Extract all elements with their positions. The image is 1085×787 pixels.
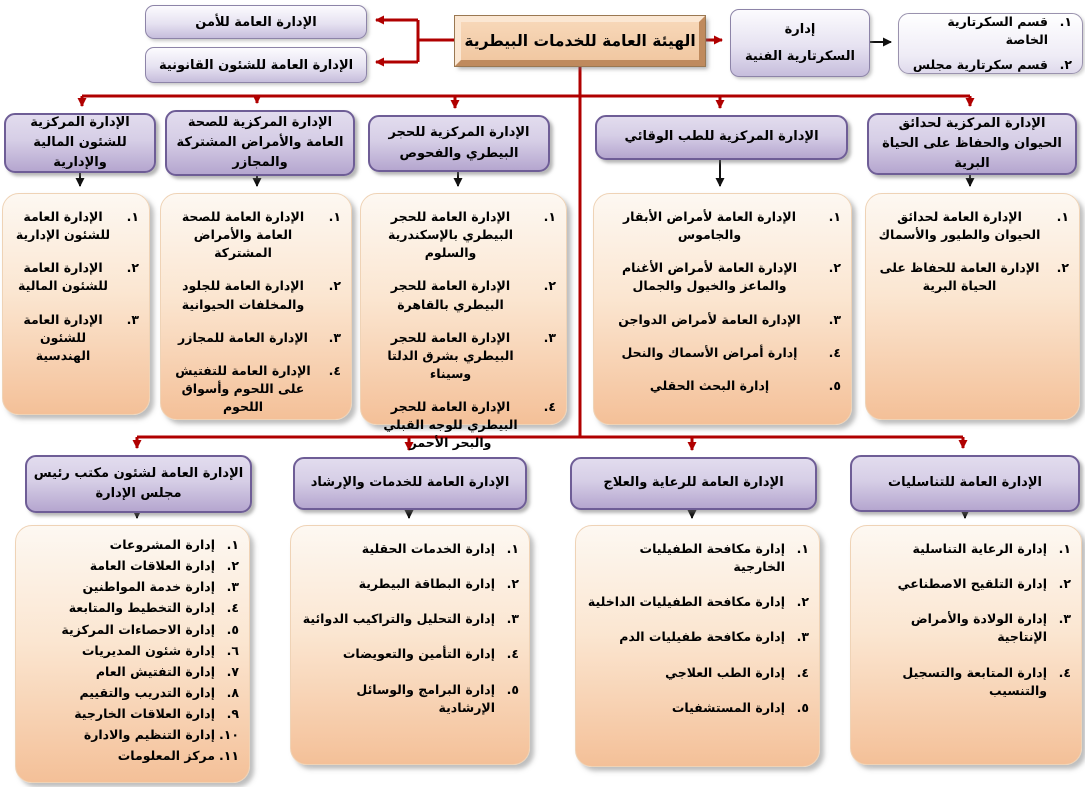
item-number: ٥.	[226, 621, 239, 637]
item-text: قسم سكرتارية مجلس	[912, 57, 1048, 73]
item-text: إدارة التنظيم والادارة	[83, 727, 215, 743]
item-number: ٦.	[226, 642, 239, 658]
item-number: ٥.	[506, 681, 519, 697]
security-box	[145, 5, 367, 39]
technical-secretariat-line1: إدارة	[784, 22, 816, 37]
item-text: إدارة التخطيط والمتابعة	[68, 600, 215, 616]
list-item	[24, 705, 239, 723]
item-number: ١.	[226, 537, 239, 552]
left-bracket-line	[418, 20, 455, 62]
item-number: ٣.	[226, 579, 239, 595]
item-text: إدارة مكافحة طفيليات الدم	[619, 629, 785, 645]
item-text: الإدارة العامة لأمراض الأغنام والماعز والخيول والجمال	[622, 260, 797, 294]
item-text: إدارة التفتيش العام	[95, 663, 215, 679]
list-item	[602, 344, 841, 362]
list-central-zoos	[865, 193, 1080, 420]
item-number: ٧.	[226, 663, 239, 679]
list-item	[24, 663, 239, 681]
list-central-quarantine	[360, 193, 567, 451]
list-item	[909, 13, 1072, 49]
list-item	[369, 329, 556, 383]
technical-secretariat-line2: السكرتارية الفنية	[745, 49, 855, 64]
item-text: الإدارة العامة للحجر البيطري بشرق الدلتا وسيناء	[387, 329, 514, 381]
item-number: ٩.	[226, 706, 239, 721]
item-text: الإدارة العامة للمجازر	[178, 329, 308, 345]
item-text: إدارة الرعاية التناسلية	[912, 541, 1047, 556]
list-item	[24, 747, 239, 765]
item-text: إدارة المشروعات	[109, 537, 215, 552]
item-text: الإدارة العامة لأمراض الدواجن	[618, 311, 801, 327]
list-item	[169, 362, 341, 416]
list-chairman-office	[15, 525, 250, 783]
item-text: إدارة أمراض الأسماك والنحل	[621, 344, 798, 360]
item-text: إدارة البطاقة البيطرية	[358, 576, 495, 592]
header-label: الإدارة المركزية للطب الوقائي	[624, 129, 819, 145]
item-number: ٣.	[328, 329, 341, 345]
list-item	[299, 645, 519, 663]
legal-label: الإدارة العامة للشئون القانونية	[158, 57, 354, 73]
list-item	[11, 311, 139, 365]
list-item	[369, 277, 556, 313]
item-number: ١.	[1059, 13, 1072, 29]
list-item	[584, 628, 809, 646]
item-text: مركز المعلومات	[117, 748, 215, 764]
item-number: ١.	[1056, 209, 1069, 224]
list-item	[299, 681, 519, 717]
list-item	[169, 277, 341, 313]
item-text: الإدارة العامة للحفاظ على الحياة البرية	[879, 260, 1040, 294]
header-care-treatment	[570, 457, 817, 510]
item-number: ٣.	[1058, 611, 1071, 627]
header-label: الإدارة المركزية للحجر البيطري والفحوص	[388, 125, 530, 161]
item-number: ٢.	[126, 260, 139, 276]
header-central-quarantine	[368, 115, 550, 172]
list-item	[369, 398, 556, 452]
item-number: ١.	[543, 209, 556, 224]
list-item	[859, 540, 1071, 558]
header-label: الإدارة العامة للرعاية والعلاج	[603, 475, 784, 491]
item-text: إدارة الطب العلاجي	[665, 664, 785, 680]
list-item	[11, 208, 139, 244]
item-text: الإدارة العامة للصحة العامة والأمراض المشتركة	[181, 209, 305, 261]
item-number: ١٠.	[218, 727, 239, 743]
item-text: إدارة مكافحة الطفيليات الداخلية	[587, 594, 785, 610]
list-item	[602, 259, 841, 295]
item-text: إدارة البرامج والوسائل الإرشادية	[356, 681, 495, 715]
item-number: ٢.	[1056, 260, 1069, 276]
item-text: إدارة المستشفيات	[671, 699, 785, 715]
item-text: إدارة المتابعة والتسجيل والتنسيب	[902, 664, 1047, 698]
list-item	[602, 377, 841, 395]
list-item	[169, 329, 341, 347]
technical-secretariat-box	[730, 9, 870, 77]
item-text: إدارة التلقيح الاصطناعي	[897, 576, 1047, 592]
list-item	[859, 610, 1071, 646]
root-title: الهيئة العامة للخدمات البيطرية	[464, 32, 696, 50]
item-text: إدارة شئون المديريات	[81, 642, 215, 658]
list-item	[24, 642, 239, 660]
item-number: ٣.	[506, 611, 519, 627]
list-item	[24, 599, 239, 617]
root-box	[455, 16, 705, 66]
item-text: قسم السكرتارية الخاصة	[947, 13, 1048, 47]
item-text: الإدارة العامة للجلود والمخلفات الحيوانية	[181, 278, 305, 312]
item-number: ٣.	[126, 311, 139, 327]
list-item	[584, 593, 809, 611]
item-text: الإدارة العامة للشئون الإدارية	[15, 209, 111, 243]
header-label: الإدارة العامة للخدمات والإرشاد	[310, 475, 510, 491]
header-central-zoos	[867, 113, 1077, 175]
list-item	[602, 311, 841, 329]
item-text: الإدارة العامة للشئون المالية	[18, 260, 108, 294]
item-number: ٣.	[796, 629, 809, 645]
secretariat-sections-box	[898, 13, 1083, 74]
list-item	[169, 208, 341, 262]
item-number: ١.	[828, 209, 841, 224]
list-item	[369, 208, 556, 262]
header-central-preventive	[595, 115, 848, 160]
list-item	[11, 259, 139, 295]
item-number: ٢.	[1059, 57, 1072, 73]
header-central-financial	[4, 113, 156, 173]
item-number: ٥.	[828, 377, 841, 393]
list-item	[299, 610, 519, 628]
item-text: إدارة الولادة والأمراض الإنتاجية	[910, 611, 1047, 645]
item-text: إدارة التحليل والتراكيب الدوائية	[302, 611, 495, 627]
item-number: ١.	[328, 209, 341, 224]
item-text: الإدارة العامة للتفتيش على اللحوم وأسواق اللحوم	[175, 362, 311, 414]
header-chairman-office	[25, 455, 252, 513]
item-number: ١١.	[218, 748, 239, 764]
item-number: ٤.	[1058, 664, 1071, 680]
item-number: ٣.	[828, 311, 841, 327]
header-services-extension	[293, 457, 527, 510]
item-number: ٢.	[328, 278, 341, 294]
list-reproduction	[850, 525, 1082, 765]
list-central-public-health	[160, 193, 352, 420]
item-number: ٤.	[226, 600, 239, 616]
item-number: ٢.	[543, 278, 556, 294]
item-text: إدارة خدمة المواطنين	[82, 579, 215, 595]
list-central-preventive	[593, 193, 852, 425]
item-number: ٤.	[506, 646, 519, 662]
list-item	[602, 208, 841, 244]
item-number: ٨.	[226, 684, 239, 700]
header-central-public-health	[165, 110, 355, 176]
header-label: الإدارة المركزية للشئون المالية والإدارية	[30, 114, 130, 171]
item-text: إدارة العلاقات الخارجية	[74, 706, 215, 721]
list-item	[24, 536, 239, 554]
header-label: الإدارة العامة لشئون مكتب رئيس مجلس الإدارة	[33, 465, 244, 501]
list-item	[24, 557, 239, 575]
list-item	[24, 684, 239, 702]
item-number: ٢.	[1058, 576, 1071, 592]
list-central-financial	[2, 193, 150, 415]
list-item	[24, 578, 239, 596]
item-number: ٢.	[506, 576, 519, 592]
list-item	[909, 56, 1072, 74]
security-label: الإدارة العامة للأمن	[195, 14, 317, 30]
item-text: إدارة التأمين والتعويضات	[342, 646, 495, 662]
item-number: ٤.	[328, 362, 341, 378]
item-text: إدارة البحث الحقلي	[649, 377, 770, 393]
item-number: ١.	[796, 541, 809, 556]
item-text: إدارة مكافحة الطفيليات الخارجية	[639, 541, 785, 575]
item-text: الإدارة العامة للشئون الهندسية	[23, 311, 103, 363]
list-item	[584, 540, 809, 576]
list-care-treatment	[575, 525, 820, 767]
item-number: ١.	[1058, 541, 1071, 556]
item-text: إدارة العلاقات العامة	[89, 558, 215, 574]
list-item	[299, 540, 519, 558]
header-label: الإدارة المركزية للصحة العامة والأمراض المشتركة والمجازر	[176, 114, 344, 171]
item-text: إدارة التدريب والتقييم	[79, 684, 215, 700]
item-text: الإدارة العامة للحجر البيطري بالإسكندرية والسلوم	[388, 209, 513, 261]
item-number: ٥.	[796, 699, 809, 715]
item-number: ٢.	[796, 594, 809, 610]
list-item	[859, 575, 1071, 593]
list-services-extension	[290, 525, 530, 765]
list-item	[874, 259, 1069, 295]
item-text: الإدارة العامة لحدائق الحيوان والطيور والأسماك	[878, 209, 1041, 243]
header-label: الإدارة العامة للتناسليات	[888, 475, 1042, 491]
item-text: الإدارة العامة لأمراض الأبقار والجاموس	[622, 209, 797, 243]
list-item	[299, 575, 519, 593]
item-number: ١.	[506, 541, 519, 556]
item-number: ٤.	[796, 664, 809, 680]
item-number: ٤.	[543, 399, 556, 414]
list-item	[584, 699, 809, 717]
item-number: ٢.	[226, 558, 239, 574]
item-number: ٣.	[543, 329, 556, 345]
legal-box	[145, 47, 367, 83]
item-text: الإدارة العامة للحجر البيطري بالقاهرة	[390, 278, 511, 312]
list-item	[24, 621, 239, 639]
header-reproduction	[850, 455, 1080, 512]
list-item	[859, 664, 1071, 700]
list-item	[874, 208, 1069, 244]
item-number: ١.	[126, 209, 139, 224]
list-item	[24, 726, 239, 744]
item-text: إدارة الاحصاءات المركزية	[61, 621, 215, 637]
item-number: ٤.	[828, 344, 841, 360]
list-item	[584, 664, 809, 682]
item-text: إدارة الخدمات الحقلية	[361, 541, 495, 556]
item-text: الإدارة العامة للحجر البيطري للوجه القبلي والبحر الأحمر	[383, 399, 518, 451]
header-label: الإدارة المركزية لحدائق الحيوان والحفاظ على الحياة البرية	[882, 115, 1062, 172]
item-number: ٢.	[828, 260, 841, 276]
